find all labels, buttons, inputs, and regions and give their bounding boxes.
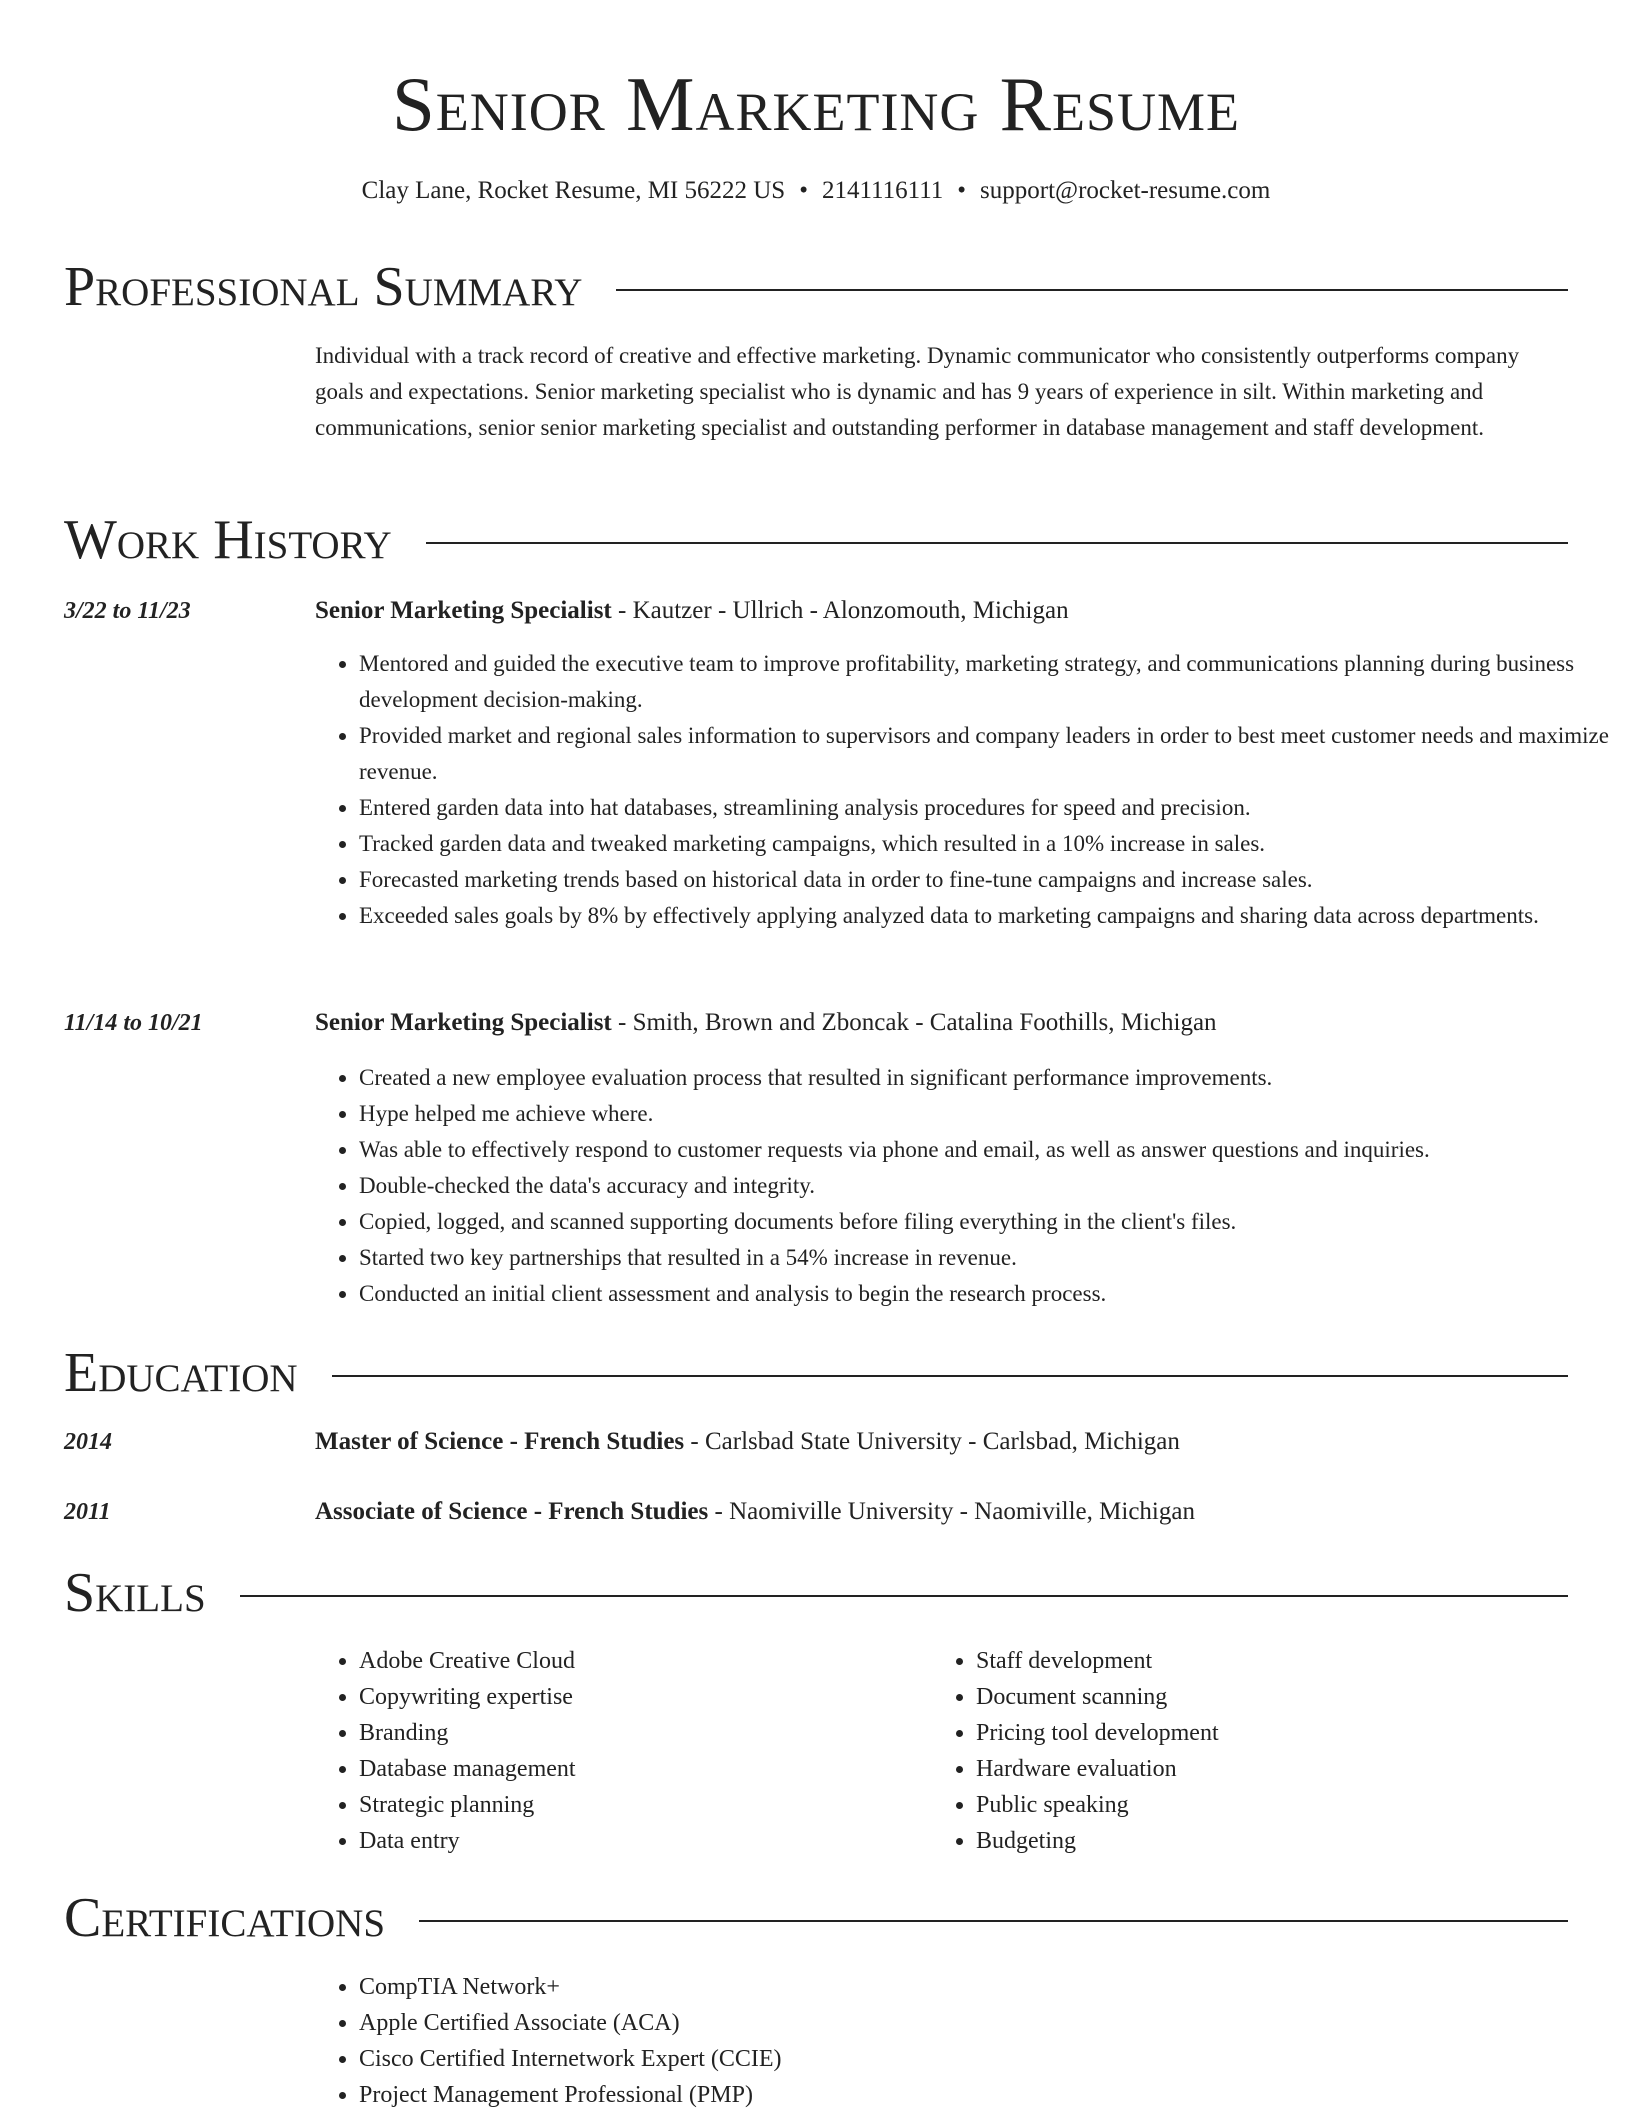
section-header-education	[64, 1338, 1568, 1408]
summary-text: Individual with a track record of creative and effective marketing. Dynamic communicator who consistently outperforms company goals and expectations. Senior marketing specialist who is dynamic and has 9 years of experience in silt. Within marketing and communications, senior senior marketing specialist and outstanding performer in database management and staff development.	[315, 343, 1520, 440]
job-bullet: • Conducted an initial client assessment and analysis to begin the research process.	[359, 1276, 1614, 1312]
job-heading	[315, 594, 1570, 628]
education-entry	[315, 1425, 1570, 1459]
job-role: Senior Marketing Specialist	[315, 1009, 612, 1036]
contact-line	[0, 174, 1632, 208]
skill-item: • Pricing tool development	[976, 1715, 1536, 1751]
section-header-work	[64, 505, 1568, 575]
job-role: Senior Marketing Specialist	[315, 597, 612, 624]
certification-item: • Apple Certified Associate (ACA)	[359, 2005, 1359, 2041]
section-title-summary: Professional Summary	[64, 256, 583, 318]
skill-item: • Database management	[359, 1751, 919, 1787]
job-bullet: • Was able to effectively respond to customer requests via phone and email, as well as answer questions and inquiries.	[359, 1132, 1614, 1168]
job-bullet: • Copied, logged, and scanned supporting documents before filing everything in the client's files.	[359, 1204, 1614, 1240]
education-year: 2011	[64, 1499, 111, 1525]
skills-list-left	[315, 1643, 919, 1859]
job-bullet: • Tracked garden data and tweaked marketing campaigns, which resulted in a 10% increase in sales.	[359, 826, 1614, 862]
job-bullet: • Double-checked the data's accuracy and integrity.	[359, 1168, 1614, 1204]
education-details: - Naomiville University - Naomiville, Michigan	[708, 1498, 1195, 1525]
section-rule	[426, 542, 1568, 544]
contact-separator: •	[957, 177, 967, 204]
section-title-skills: Skills	[64, 1562, 206, 1624]
skill-item: • Copywriting expertise	[359, 1679, 919, 1715]
section-rule	[240, 1595, 1568, 1597]
job-heading	[315, 1006, 1570, 1040]
section-title-certifications: Certifications	[64, 1887, 386, 1949]
job-bullet: • Started two key partnerships that resulted in a 54% increase in revenue.	[359, 1240, 1614, 1276]
job-dates: 11/14 to 10/21	[64, 1010, 203, 1036]
certification-item: • CompTIA Network+	[359, 1969, 1359, 2005]
job-bullet: • Hype helped me achieve where.	[359, 1096, 1614, 1132]
skill-item: • Strategic planning	[359, 1787, 919, 1823]
job-bullet: • Created a new employee evaluation process that resulted in significant performance improvements.	[359, 1060, 1614, 1096]
skills-list-right	[932, 1643, 1536, 1859]
job-details: - Kautzer - Ullrich - Alonzomouth, Michigan	[611, 597, 1069, 624]
education-degree: Master of Science - French Studies	[315, 1428, 685, 1455]
contact-phone: 2141116111	[821, 177, 944, 204]
certification-item: • Cisco Certified Internetwork Expert (CCIE)	[359, 2041, 1359, 2077]
education-degree: Associate of Science - French Studies	[315, 1498, 709, 1525]
job-bullet: • Forecasted marketing trends based on historical data in order to fine-tune campaigns and increase sales.	[359, 862, 1614, 898]
section-rule	[332, 1375, 1568, 1377]
contact-address: Clay Lane, Rocket Resume, MI 56222 US	[361, 177, 786, 204]
skill-item: • Staff development	[976, 1643, 1536, 1679]
job-bullets	[315, 1060, 1614, 1312]
section-header-certifications	[64, 1883, 1568, 1953]
education-entry	[315, 1495, 1570, 1529]
job-bullet: • Mentored and guided the executive team to improve profitability, marketing strategy, and communications planning during business development decision-making.	[359, 646, 1614, 718]
skill-item: • Data entry	[359, 1823, 919, 1859]
section-title-work: Work History	[64, 509, 392, 571]
job-bullet: • Provided market and regional sales information to supervisors and company leaders in order to best meet customer needs and maximize revenue.	[359, 718, 1614, 790]
education-details: - Carlsbad State University - Carlsbad, Michigan	[684, 1428, 1180, 1455]
job-dates: 3/22 to 11/23	[64, 598, 191, 624]
section-rule	[419, 1920, 1568, 1922]
contact-email: support@rocket-resume.com	[980, 177, 1271, 204]
contact-separator: •	[799, 177, 808, 204]
education-year: 2014	[64, 1429, 112, 1455]
resume-title: Senior Marketing Resume	[391, 61, 1241, 147]
skill-item: • Branding	[359, 1715, 919, 1751]
job-bullet: • Entered garden data into hat databases, streamlining analysis procedures for speed and precision.	[359, 790, 1614, 826]
skill-item: • Budgeting	[976, 1823, 1536, 1859]
section-rule	[616, 289, 1568, 291]
section-header-summary	[64, 252, 1568, 322]
certification-item: • Project Management Professional (PMP)	[359, 2077, 1359, 2113]
job-bullet: • Exceeded sales goals by 8% by effectively applying analyzed data to marketing campaigns and sharing data across departments.	[359, 898, 1614, 934]
skill-item: • Public speaking	[976, 1787, 1536, 1823]
section-title-education: Education	[64, 1342, 298, 1404]
skill-item: • Document scanning	[976, 1679, 1536, 1715]
skill-item: • Hardware evaluation	[976, 1751, 1536, 1787]
certifications-list	[315, 1969, 1359, 2113]
section-header-skills	[64, 1558, 1568, 1628]
job-details: - Smith, Brown and Zboncak - Catalina Foothills, Michigan	[611, 1009, 1217, 1036]
skill-item: • Adobe Creative Cloud	[359, 1643, 919, 1679]
job-bullets	[315, 646, 1614, 934]
